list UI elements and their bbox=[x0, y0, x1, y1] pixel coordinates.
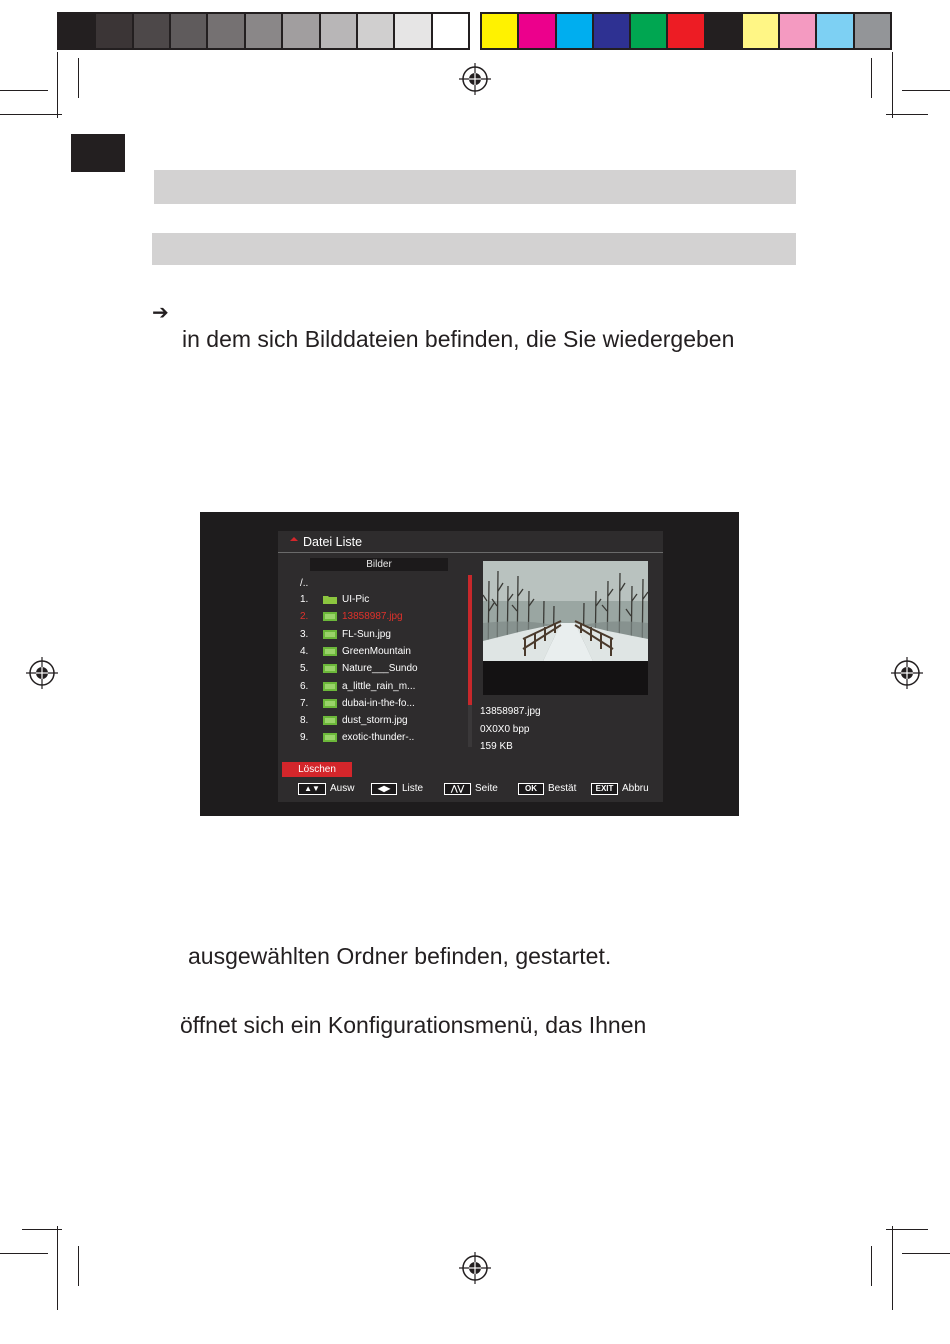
exit-key-icon: EXIT bbox=[591, 783, 618, 795]
file-number: 6. bbox=[300, 680, 309, 692]
winter-bridge-thumbnail bbox=[483, 561, 648, 695]
confirm-hint: Bestät bbox=[548, 783, 577, 794]
registration-mark-icon bbox=[890, 656, 924, 690]
gray-calibration-bar bbox=[57, 12, 470, 50]
panel-header bbox=[278, 531, 663, 553]
file-number: 9. bbox=[300, 732, 309, 744]
calibration-swatch bbox=[817, 14, 852, 48]
file-name: FL-Sun.jpg bbox=[342, 628, 391, 640]
crop-mark bbox=[871, 58, 872, 98]
crop-mark bbox=[892, 52, 893, 118]
image-file-icon bbox=[323, 733, 337, 742]
folder-tab[interactable]: Bilder bbox=[310, 558, 448, 571]
calibration-swatch bbox=[519, 14, 554, 48]
left-right-key-icon: ◀▶ bbox=[371, 783, 397, 795]
page-hint: Seite bbox=[475, 783, 498, 794]
file-number: 2. bbox=[300, 611, 309, 623]
file-list-item[interactable] bbox=[278, 592, 468, 608]
crop-mark bbox=[0, 1253, 48, 1254]
color-calibration-bar bbox=[480, 12, 892, 50]
image-file-icon bbox=[323, 612, 337, 621]
file-list-item[interactable] bbox=[278, 713, 468, 729]
page-key-icon: ⋀⋁ bbox=[444, 783, 471, 795]
crop-mark bbox=[871, 1246, 872, 1286]
calibration-swatch bbox=[59, 14, 94, 48]
chapter-tab bbox=[71, 134, 125, 172]
subheading-band bbox=[152, 233, 796, 265]
file-list-item[interactable] bbox=[278, 696, 468, 712]
calibration-swatch bbox=[706, 14, 741, 48]
folder-icon bbox=[323, 595, 337, 604]
crop-mark bbox=[902, 1253, 950, 1254]
file-name: GreenMountain bbox=[342, 645, 411, 657]
crop-mark bbox=[892, 1226, 893, 1310]
file-list-panel bbox=[278, 531, 663, 802]
file-number: 1. bbox=[300, 594, 309, 605]
crop-mark bbox=[0, 114, 62, 115]
calibration-swatch bbox=[96, 14, 131, 48]
file-number: 4. bbox=[300, 645, 309, 657]
file-name: a_little_rain_m... bbox=[342, 680, 416, 692]
image-file-icon bbox=[323, 630, 337, 639]
image-file-icon bbox=[323, 682, 337, 691]
file-name: Nature___Sundo bbox=[342, 663, 418, 675]
footer-key-legend bbox=[278, 780, 663, 800]
crop-mark bbox=[902, 90, 950, 91]
calibration-swatch bbox=[433, 14, 468, 48]
file-name: 13858987.jpg bbox=[342, 611, 403, 623]
file-number: 3. bbox=[300, 628, 309, 640]
calibration-swatch bbox=[482, 14, 517, 48]
instruction-text: in dem sich Bilddateien befinden, die Sie wiedergeben bbox=[182, 326, 735, 352]
calibration-swatch bbox=[246, 14, 281, 48]
calibration-swatch bbox=[780, 14, 815, 48]
heading-band bbox=[154, 170, 796, 204]
file-number: 7. bbox=[300, 697, 309, 709]
image-file-icon bbox=[323, 647, 337, 656]
file-list-item[interactable] bbox=[278, 679, 468, 695]
file-number: 5. bbox=[300, 663, 309, 675]
image-preview bbox=[483, 561, 648, 695]
registration-mark-icon bbox=[25, 656, 59, 690]
calibration-swatch bbox=[395, 14, 430, 48]
arrow-icon: ➔ bbox=[152, 300, 169, 324]
file-name: UI-Pic bbox=[342, 594, 370, 605]
calibration-swatch bbox=[557, 14, 592, 48]
crop-mark bbox=[78, 1246, 79, 1286]
info-resolution: 0X0X0 bpp bbox=[480, 724, 530, 735]
crop-mark bbox=[78, 58, 79, 98]
image-file-icon bbox=[323, 664, 337, 673]
file-list-item[interactable] bbox=[278, 730, 468, 746]
crop-mark bbox=[57, 52, 58, 118]
calibration-swatch bbox=[283, 14, 318, 48]
panel-title: Datei Liste bbox=[303, 535, 363, 549]
instruction-text: öffnet sich ein Konfigurationsmenü, das Ihnen bbox=[180, 1012, 647, 1038]
file-number: 8. bbox=[300, 715, 309, 727]
tv-screenshot bbox=[200, 512, 739, 816]
calibration-swatch bbox=[134, 14, 169, 48]
select-hint: Ausw bbox=[330, 783, 355, 794]
file-name: dust_storm.jpg bbox=[342, 715, 408, 727]
file-name: dubai-in-the-fo... bbox=[342, 697, 415, 709]
file-list-item[interactable] bbox=[278, 609, 468, 625]
info-filesize: 159 KB bbox=[480, 741, 513, 752]
file-list-item[interactable] bbox=[278, 644, 468, 660]
calibration-swatch bbox=[855, 14, 890, 48]
instruction-text: ausgewählten Ordner befinden, gestartet. bbox=[188, 943, 612, 969]
calibration-swatch bbox=[171, 14, 206, 48]
delete-button[interactable]: Löschen bbox=[282, 762, 352, 777]
parent-directory-entry[interactable]: /.. bbox=[300, 578, 309, 589]
ok-key-icon: OK bbox=[518, 783, 544, 795]
image-file-icon bbox=[323, 699, 337, 708]
calibration-swatch bbox=[631, 14, 666, 48]
crop-mark bbox=[0, 90, 48, 91]
file-list-item[interactable] bbox=[278, 627, 468, 643]
crop-mark bbox=[22, 1229, 62, 1230]
calibration-swatch bbox=[321, 14, 356, 48]
crop-mark bbox=[57, 1226, 58, 1310]
file-list-item[interactable] bbox=[278, 661, 468, 677]
calibration-swatch bbox=[594, 14, 629, 48]
calibration-swatch bbox=[208, 14, 243, 48]
file-name: exotic-thunder-.. bbox=[342, 732, 415, 744]
menu-marker-icon bbox=[290, 536, 298, 544]
scrollbar-thumb[interactable] bbox=[468, 575, 472, 705]
calibration-swatch bbox=[743, 14, 778, 48]
list-hint: Liste bbox=[402, 783, 424, 794]
cancel-hint: Abbru bbox=[622, 783, 649, 794]
calibration-swatch bbox=[668, 14, 703, 48]
calibration-swatch bbox=[358, 14, 393, 48]
image-file-icon bbox=[323, 716, 337, 725]
registration-mark-icon bbox=[458, 1251, 492, 1285]
up-down-key-icon: ▲▼ bbox=[298, 783, 326, 795]
info-filename: 13858987.jpg bbox=[480, 706, 541, 717]
registration-mark-icon bbox=[458, 62, 492, 96]
